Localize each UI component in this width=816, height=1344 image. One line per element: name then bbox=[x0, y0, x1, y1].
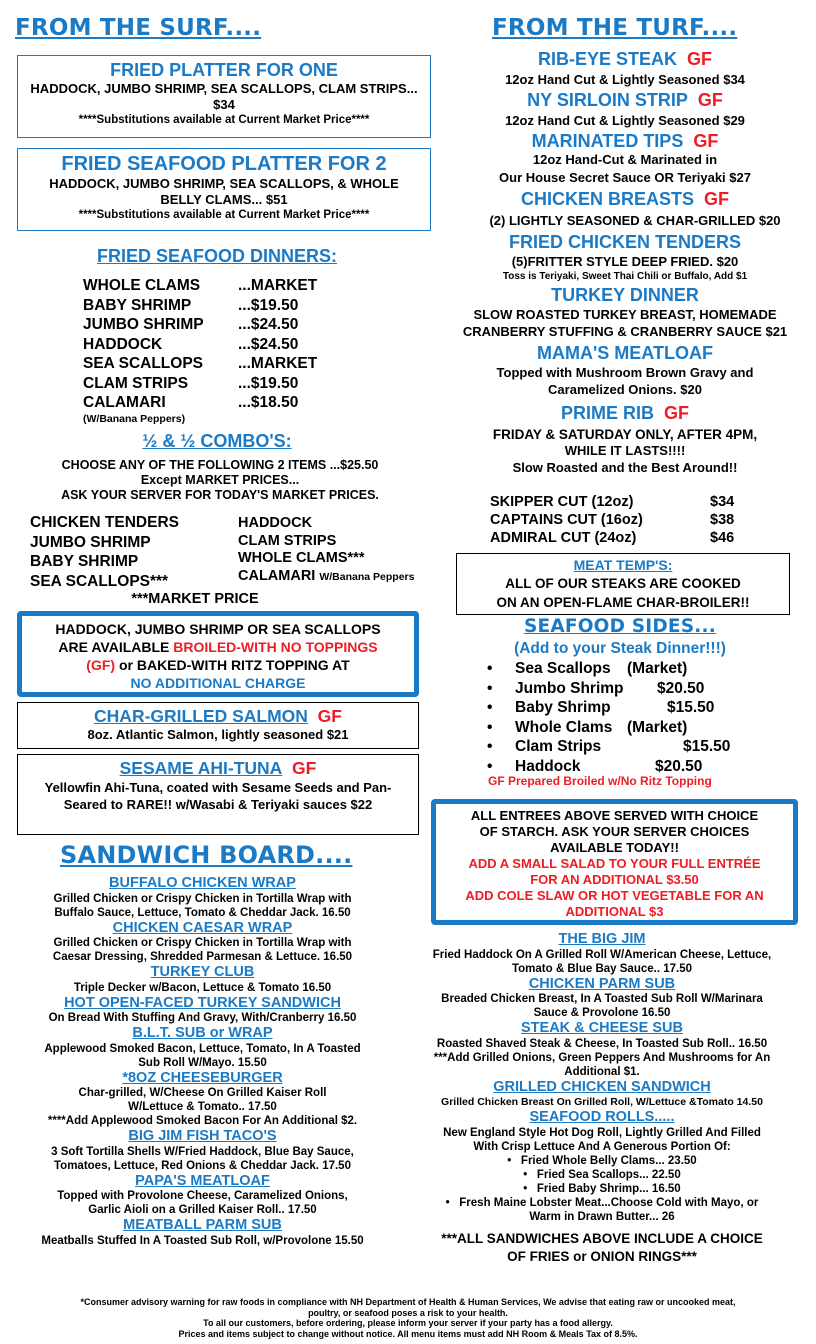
roll-item-lobster-2: Warm in Drawn Butter... 26 bbox=[529, 1210, 675, 1223]
combo-title: ½ & ½ COMBO'S: bbox=[142, 431, 292, 451]
sandwich-desc: ***Add Grilled Onions, Green Peppers And Mushrooms for An bbox=[433, 1051, 771, 1064]
seafood-rolls-title: SEAFOOD ROLLS..... bbox=[529, 1109, 675, 1125]
sides-subtitle: (Add to your Steak Dinner!!!) bbox=[514, 640, 726, 657]
sandwich-title-item: CHICKEN PARM SUB bbox=[528, 975, 676, 992]
dinner-item: CALAMARI ...$18.50 bbox=[83, 394, 299, 411]
meatloaf-desc-2: Caramelized Onions. $20 bbox=[548, 382, 702, 397]
gf-badge: GF bbox=[664, 403, 690, 423]
side-item: • Sea Scallops (Market) bbox=[487, 660, 688, 677]
dinner-item: BABY SHRIMP ...$19.50 bbox=[83, 296, 299, 314]
footer-line-3: To all our customers, before ordering, please inform your server if your party has a food allergy. bbox=[203, 1318, 613, 1328]
primerib-cuts bbox=[490, 493, 750, 547]
roll-item: • Fried Whole Belly Clams... 23.50 bbox=[507, 1154, 697, 1167]
salmon-title: CHAR-GRILLED SALMON bbox=[94, 706, 308, 726]
entrees-box bbox=[431, 799, 798, 925]
combo-item: HADDOCK bbox=[238, 515, 313, 531]
combo-left-list bbox=[30, 513, 179, 591]
side-item: • Whole Clams (Market) bbox=[487, 718, 688, 736]
ribeye-title-row bbox=[435, 48, 815, 70]
sandwich-title-item: CHICKEN CAESAR WRAP bbox=[112, 919, 293, 936]
primerib-line-3: Slow Roasted and the Best Around!! bbox=[512, 460, 738, 475]
dinner-item: SEA SCALLOPS ...MARKET bbox=[83, 355, 318, 372]
platter-one-note: ****Substitutions available at Current Market Price**** bbox=[78, 114, 370, 126]
meat-temp-title: MEAT TEMP'S: bbox=[573, 557, 673, 573]
sandwich-desc: Grilled Chicken Breast On Grilled Roll, W/Lettuce &Tomato 14.50 bbox=[441, 1096, 763, 1108]
dinner-item: HADDOCK ...$24.50 bbox=[83, 335, 299, 353]
sandwich-left bbox=[5, 875, 400, 1248]
broiled-line-1: HADDOCK, JUMBO SHRIMP OR SEA SCALLOPS bbox=[55, 621, 381, 637]
broiled-line-2: ARE AVAILABLE BROILED-WITH NO TOPPINGS bbox=[58, 639, 378, 655]
dinner-item: JUMBO SHRIMP ...$24.50 bbox=[83, 316, 299, 333]
meatloaf-desc-1: Topped with Mushroom Brown Gravy and bbox=[496, 365, 754, 380]
sandwich-desc: On Bread With Stuffing And Gravy, With/Cranberry 16.50 bbox=[48, 1012, 357, 1024]
gf-badge: GF bbox=[693, 131, 719, 151]
market-price-note: ***MARKET PRICE bbox=[131, 591, 259, 607]
slaw-line-2: ADDITIONAL $3 bbox=[565, 904, 664, 919]
platter-two-title: FRIED SEAFOOD PLATTER FOR 2 bbox=[61, 153, 387, 175]
sandwich-desc: Triple Decker w/Bacon, Lettuce & Tomato 16.50 bbox=[73, 981, 332, 994]
roll-item: • Fried Baby Shrimp... 16.50 bbox=[523, 1182, 681, 1195]
dinners-list bbox=[83, 276, 343, 426]
tenders-desc: (5)FRITTER STYLE DEEP FRIED. $20 bbox=[511, 254, 739, 269]
sandwich-title-item: B.L.T. SUB or WRAP bbox=[132, 1025, 273, 1041]
sandwich-desc: Grilled Chicken or Crispy Chicken in Tortilla Wrap with bbox=[53, 937, 352, 949]
sandwich-desc: Roasted Shaved Steak & Cheese, In Toasted Sub Roll.. 16.50 bbox=[436, 1037, 768, 1050]
surf-title: FROM THE SURF.... bbox=[15, 15, 262, 41]
sandwich-desc: Caesar Dressing, Shredded Parmesan & Lettuce. 16.50 bbox=[52, 951, 353, 963]
sandwich-desc: Fried Haddock On A Grilled Roll W/American Cheese, Lettuce, bbox=[432, 948, 772, 961]
meat-temp-line-2: ON AN OPEN-FLAME CHAR-BROILER!! bbox=[496, 595, 750, 610]
cut-row: CAPTAINS CUT (16oz) $38 bbox=[490, 512, 735, 528]
sandwich-desc: Grilled Chicken or Crispy Chicken in Tortilla Wrap with bbox=[53, 892, 352, 905]
sandwich-desc: Char-grilled, W/Cheese On Grilled Kaiser Roll bbox=[78, 1087, 327, 1099]
cut-row: SKIPPER CUT (12oz) $34 bbox=[490, 494, 735, 510]
side-item: • Baby Shrimp $15.50 bbox=[487, 699, 715, 716]
meat-temp-box bbox=[456, 553, 790, 615]
sandwich-desc: Topped with Provolone Cheese, Caramelized Onions, bbox=[57, 1190, 348, 1202]
sandwich-desc: Buffalo Sauce, Lettuce, Tomato & Cheddar Jack. 16.50 bbox=[54, 906, 351, 919]
combo-item: BABY SHRIMP bbox=[30, 553, 139, 570]
combo-line-2: Except MARKET PRICES... bbox=[140, 473, 300, 487]
sirloin-desc: 12oz Hand Cut & Lightly Seasoned $29 bbox=[505, 113, 745, 128]
sandwich-title-item: BIG JIM FISH TACO'S bbox=[128, 1128, 277, 1144]
sides-gf-note: GF Prepared Broiled w/No Ritz Topping bbox=[488, 774, 712, 788]
tips-title: MARINATED TIPS bbox=[531, 131, 684, 151]
sandwich-desc: Sub Roll W/Mayo. 15.50 bbox=[138, 1056, 267, 1069]
combo-item: JUMBO SHRIMP bbox=[30, 533, 151, 551]
combo-instructions bbox=[10, 458, 430, 503]
footer-line-4: Prices and items subject to change without notice. All menu items must add NH Room & Meals Tax of 8.5%. bbox=[178, 1328, 638, 1339]
tuna-box bbox=[17, 754, 419, 835]
turkey-desc-1: SLOW ROASTED TURKEY BREAST, HOMEMADE bbox=[473, 307, 777, 322]
roll-item: • Fried Sea Scallops... 22.50 bbox=[523, 1168, 681, 1181]
turkey-desc-2: CRANBERRY STUFFING & CRANBERRY SAUCE $21 bbox=[462, 324, 788, 339]
tenders-note: Toss is Teriyaki, Sweet Thai Chili or Buffalo, Add $1 bbox=[502, 271, 748, 282]
combo-item: SEA SCALLOPS*** bbox=[30, 572, 169, 590]
combo-item: CHICKEN TENDERS bbox=[30, 514, 179, 531]
sandwich-title-item: PAPA'S MEATLOAF bbox=[135, 1172, 270, 1189]
salmon-desc: 8oz. Atlantic Salmon, lightly seasoned $21 bbox=[87, 727, 349, 742]
primerib-title-row bbox=[435, 399, 815, 427]
platter-one-title: FRIED PLATTER FOR ONE bbox=[110, 60, 338, 80]
side-item: • Jumbo Shrimp $20.50 bbox=[487, 679, 705, 697]
primerib-line-2: WHILE IT LASTS!!!! bbox=[564, 443, 686, 458]
broiled-box bbox=[17, 611, 419, 697]
sandwich-title-item: TURKEY CLUB bbox=[150, 964, 255, 980]
calamari-note: (W/Banana Peppers) bbox=[83, 412, 186, 425]
broiled-line-3: (GF) or BAKED-WITH RITZ TOPPING AT bbox=[86, 657, 350, 673]
broiled-line-4: NO ADDITIONAL CHARGE bbox=[130, 675, 306, 691]
sandwich-desc: Meatballs Stuffed In A Toasted Sub Roll, w/Provolone 15.50 bbox=[41, 1234, 364, 1247]
sirloin-title: NY SIRLOIN STRIP bbox=[527, 90, 688, 110]
turf-menu bbox=[435, 48, 815, 477]
breasts-desc: (2) LIGHTLY SEASONED & CHAR-GRILLED $20 bbox=[489, 213, 781, 228]
breasts-title: CHICKEN BREASTS bbox=[520, 189, 694, 209]
dinner-item: WHOLE CLAMS ...MARKET bbox=[83, 277, 318, 294]
sandwich-desc: 3 Soft Tortilla Shells W/Fried Haddock, Blue Bay Sauce, bbox=[51, 1145, 354, 1158]
gf-badge: GF bbox=[317, 706, 342, 726]
salmon-box bbox=[17, 702, 419, 749]
sandwich-title-item: GRILLED CHICKEN SANDWICH bbox=[493, 1078, 711, 1095]
entrees-line-2: OF STARCH. ASK YOUR SERVER CHOICES bbox=[479, 824, 750, 839]
tips-desc-2: Our House Secret Sauce OR Teriyaki $27 bbox=[499, 170, 751, 185]
sides-header bbox=[440, 616, 800, 660]
platter-two-note: ****Substitutions available at Current Market Price**** bbox=[78, 209, 370, 221]
turf-title: FROM THE TURF.... bbox=[492, 15, 738, 41]
combo-line-3: ASK YOUR SERVER FOR TODAY'S MARKET PRICES. bbox=[61, 488, 379, 502]
sandwich-title-item: HOT OPEN-FACED TURKEY SANDWICH bbox=[64, 994, 341, 1011]
entrees-line-1: ALL ENTREES ABOVE SERVED WITH CHOICE bbox=[470, 808, 759, 823]
ribeye-title: RIB-EYE STEAK bbox=[537, 49, 677, 69]
sandwich-desc: Breaded Chicken Breast, In A Toasted Sub Roll W/Marinara bbox=[441, 993, 763, 1005]
tips-desc-1: 12oz Hand-Cut & Marinated in bbox=[532, 152, 718, 167]
breasts-title-row bbox=[435, 187, 815, 211]
gf-badge: GF bbox=[687, 49, 713, 69]
sandwich-desc: Garlic Aioli on a Grilled Kaiser Roll.. 17.50 bbox=[88, 1204, 317, 1216]
combo-right-list bbox=[238, 515, 414, 586]
primerib-title: PRIME RIB bbox=[560, 403, 654, 423]
sandwich-desc: ****Add Applewood Smoked Bacon For An Additional $2. bbox=[47, 1115, 358, 1127]
platter-two-box bbox=[17, 148, 431, 231]
sandwich-desc: Additional $1. bbox=[564, 1065, 640, 1078]
fries-note-1: ***ALL SANDWICHES ABOVE INCLUDE A CHOICE bbox=[441, 1230, 763, 1246]
tuna-desc: Yellowfin Ahi-Tuna, coated with Sesame Seeds and Pan-Seared to RARE!! w/Wasabi & Teriyaki sauces $22 bbox=[44, 780, 392, 812]
turkey-title: TURKEY DINNER bbox=[551, 285, 699, 305]
salmon-title-row bbox=[18, 706, 418, 727]
tenders-title: FRIED CHICKEN TENDERS bbox=[508, 232, 741, 252]
salad-line-2: FOR AN ADDITIONAL $3.50 bbox=[530, 872, 699, 887]
footer-line-1: *Consumer advisory warning for raw foods in compliance with NH Department of Health & Human Services, We advise that eating raw or uncooked meat, bbox=[80, 1297, 736, 1307]
sandwich-title-item: THE BIG JIM bbox=[558, 931, 646, 947]
platter-two-desc: HADDOCK, JUMBO SHRIMP, SEA SCALLOPS, & WHOLE BELLY CLAMS... $51 bbox=[49, 176, 399, 207]
meatloaf-title: MAMA'S MEATLOAF bbox=[537, 343, 713, 363]
ribeye-desc: 12oz Hand Cut & Lightly Seasoned $34 bbox=[505, 72, 745, 87]
sandwich-title-item: *8OZ CHEESEBURGER bbox=[122, 1069, 283, 1086]
combo-item: CLAM STRIPS bbox=[238, 532, 337, 549]
sandwich-title-item: MEATBALL PARM SUB bbox=[123, 1217, 282, 1233]
gf-badge: GF bbox=[704, 189, 730, 209]
sandwich-desc: Tomatoes, Lettuce, Red Onions & Cheddar Jack. 17.50 bbox=[54, 1159, 351, 1172]
sandwich-right bbox=[400, 931, 804, 1265]
rolls-desc-2: With Crisp Lettuce And A Generous Portion Of: bbox=[473, 1140, 731, 1153]
primerib-line-1: FRIDAY & SATURDAY ONLY, AFTER 4PM, bbox=[492, 427, 758, 442]
sandwich-title-item: BUFFALO CHICKEN WRAP bbox=[109, 875, 296, 891]
platter-one-box bbox=[17, 55, 431, 138]
tuna-title-row bbox=[32, 758, 404, 779]
gf-badge: GF bbox=[292, 758, 317, 778]
sandwich-title-item: STEAK & CHEESE SUB bbox=[521, 1020, 683, 1036]
fries-note-2: OF FRIES or ONION RINGS*** bbox=[507, 1248, 697, 1264]
dinners-title: FRIED SEAFOOD DINNERS: bbox=[96, 246, 337, 266]
tuna-title: SESAME AHI-TUNA bbox=[119, 758, 283, 778]
rolls-desc-1: New England Style Hot Dog Roll, Lightly Grilled And Filled bbox=[443, 1126, 761, 1139]
tips-title-row bbox=[435, 130, 815, 152]
entrees-line-3: AVAILABLE TODAY!! bbox=[550, 840, 679, 855]
sirloin-title-row bbox=[435, 89, 815, 111]
sandwich-title: SANDWICH BOARD.... bbox=[60, 841, 353, 869]
sandwich-desc: Tomato & Blue Bay Sauce.. 17.50 bbox=[511, 962, 693, 975]
sandwich-desc: Sauce & Provolone 16.50 bbox=[533, 1007, 671, 1019]
sandwich-desc: Applewood Smoked Bacon, Lettuce, Tomato, In A Toasted bbox=[44, 1042, 361, 1055]
salad-line-1: ADD A SMALL SALAD TO YOUR FULL ENTRÉE bbox=[468, 856, 761, 871]
combo-line-1: CHOOSE ANY OF THE FOLLOWING 2 ITEMS ...$25.50 bbox=[61, 458, 379, 472]
cut-row: ADMIRAL CUT (24oz) $46 bbox=[490, 530, 735, 546]
side-item: • Clam Strips $15.50 bbox=[487, 738, 731, 755]
meat-temp-line-1: ALL OF OUR STEAKS ARE COOKED bbox=[505, 576, 741, 591]
dinner-item: CLAM STRIPS ...$19.50 bbox=[83, 374, 299, 392]
slaw-line-1: ADD COLE SLAW OR HOT VEGETABLE FOR AN bbox=[465, 888, 764, 903]
platter-one-desc: HADDOCK, JUMBO SHRIMP, SEA SCALLOPS, CLAM STRIPS... $34 bbox=[30, 81, 418, 112]
footer-disclaimer bbox=[5, 1297, 811, 1339]
gf-badge: GF bbox=[697, 90, 723, 110]
sandwich-desc: W/Lettuce & Tomato.. 17.50 bbox=[128, 1101, 277, 1113]
roll-item-lobster: • Fresh Maine Lobster Meat...Choose Cold with Mayo, or bbox=[445, 1196, 759, 1209]
combo-item: WHOLE CLAMS*** bbox=[238, 550, 365, 566]
combo-item: CALAMARI W/Banana Peppers bbox=[238, 567, 415, 584]
sides-list bbox=[487, 659, 730, 776]
sides-title: SEAFOOD SIDES... bbox=[524, 616, 716, 637]
footer-line-2: poultry, or seafood poses a risk to your health. bbox=[308, 1307, 508, 1318]
side-item: • Haddock $20.50 bbox=[487, 757, 703, 775]
